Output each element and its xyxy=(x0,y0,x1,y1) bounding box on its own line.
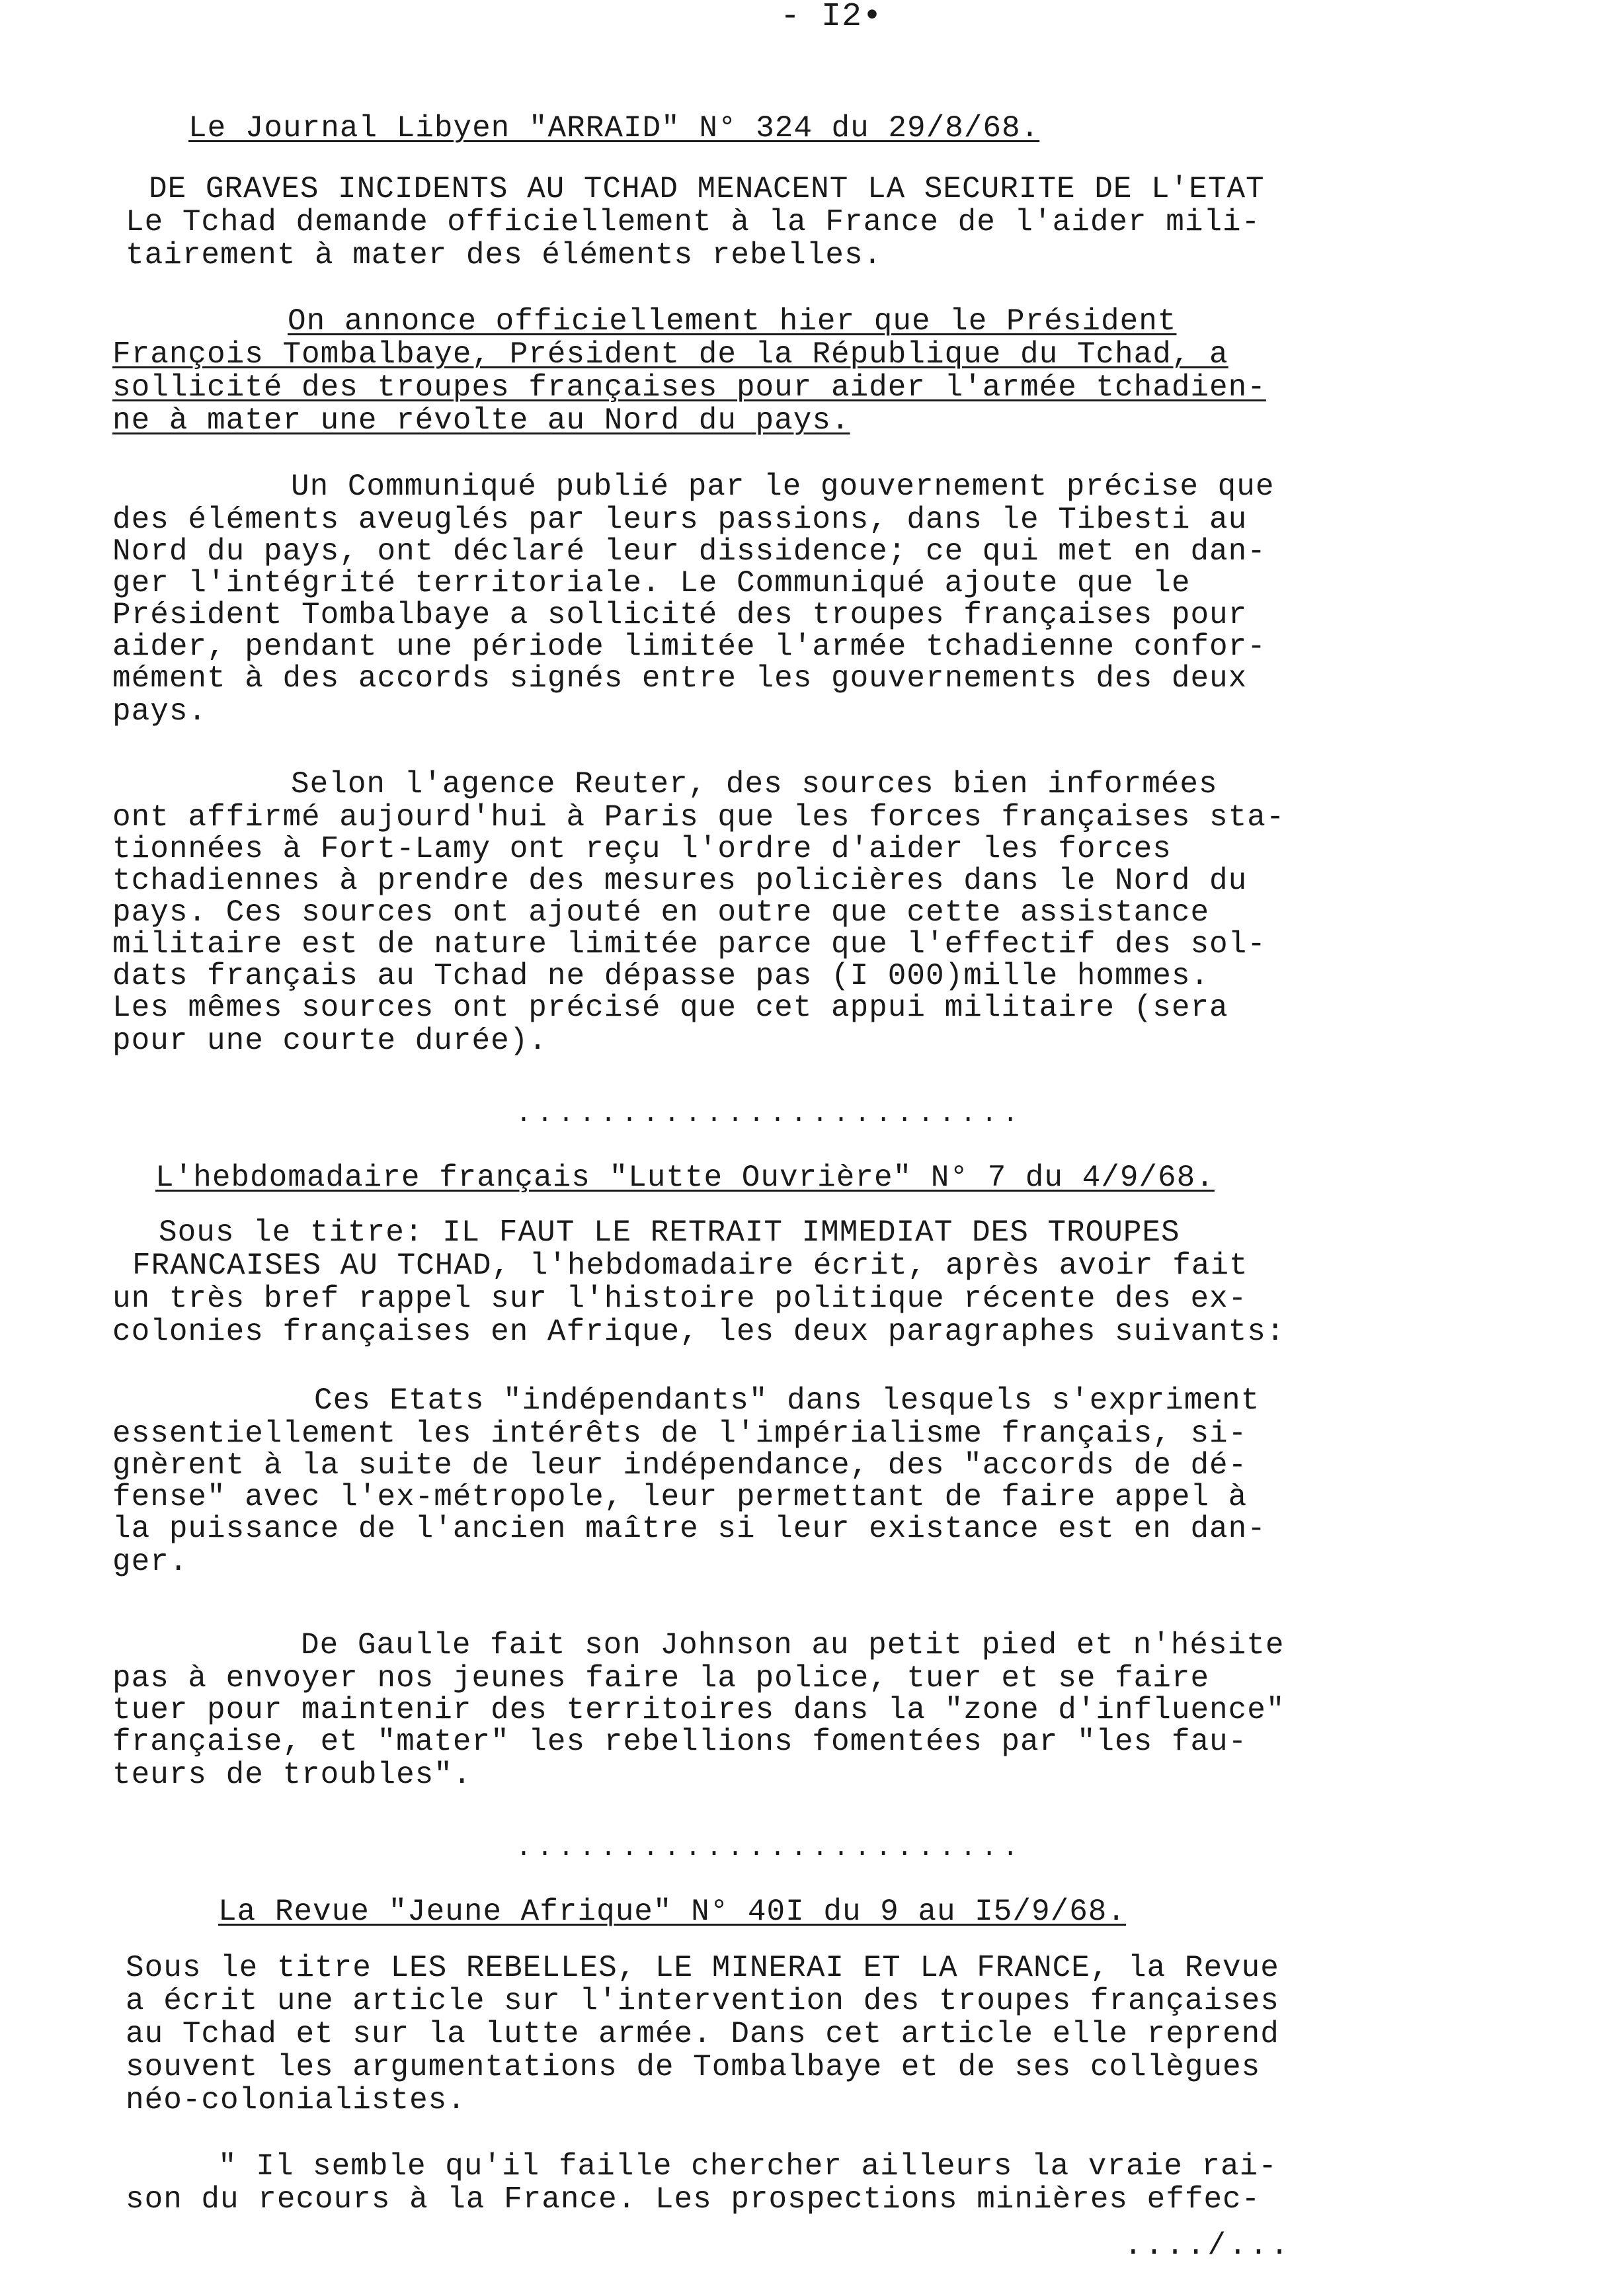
section2-paragraph-line: française, et "mater" les rebellions fomentées par "les fau- xyxy=(112,1725,1248,1759)
section1-paragraph-line: militaire est de nature limitée parce que l'effectif des sol- xyxy=(112,927,1266,962)
section2-paragraph-line: Ces Etats "indépendants" dans lesquels s'expriment xyxy=(314,1383,1260,1418)
section1-title-line: DE GRAVES INCIDENTS AU TCHAD MENACENT LA SECURITE DE L'ETAT xyxy=(149,172,1265,206)
section2-paragraph-line: De Gaulle fait son Johnson au petit pied et n'hésite xyxy=(301,1628,1285,1662)
section3-intro-line: a écrit une article sur l'intervention des troupes françaises xyxy=(126,1984,1279,2018)
section2-intro-line: FRANCAISES AU TCHAD, l'hebdomadaire écrit, après avoir fait xyxy=(132,1249,1248,1283)
section3-quote-line: " Il semble qu'il faille chercher ailleurs la vraie rai- xyxy=(218,2149,1277,2184)
section1-paragraph-line: pour une courte durée). xyxy=(112,1024,547,1058)
section1-lead-line: François Tombalbaye, Président de la République du Tchad, a xyxy=(112,337,1228,372)
continuation-marker: ..../... xyxy=(1124,2229,1291,2263)
section2-paragraph-line: pas à envoyer nos jeunes faire la police, tuer et se faire xyxy=(112,1661,1210,1696)
section2-intro-line: un très bref rappel sur l'histoire politique récente des ex- xyxy=(112,1282,1248,1316)
section3-quote-line: son du recours à la France. Les prospections minières effec- xyxy=(126,2182,1261,2217)
section1-paragraph-line: Les mêmes sources ont précisé que cet appui militaire (sera xyxy=(112,991,1228,1025)
section1-paragraph-line: ont affirmé aujourd'hui à Paris que les forces françaises sta- xyxy=(112,800,1285,835)
section2-paragraph-line: gnèrent à la suite de leur indépendance, des "accords de dé- xyxy=(112,1448,1248,1483)
section2-paragraph-line: essentiellement les intérêts de l'impérialisme français, si- xyxy=(112,1416,1248,1451)
section1-title-line: tairement à mater des éléments rebelles. xyxy=(126,238,883,272)
section3-intro-line: néo-colonialistes. xyxy=(126,2083,466,2117)
section3-intro-line: Sous le titre LES REBELLES, LE MINERAI ET LA FRANCE, la Revue xyxy=(126,1951,1279,1985)
section3-intro-line: au Tchad et sur la lutte armée. Dans cet article elle reprend xyxy=(126,2017,1279,2051)
section1-paragraph-line: Nord du pays, ont déclaré leur dissidence; ce qui met en dan- xyxy=(112,534,1266,569)
section2-paragraph-line: ger. xyxy=(112,1545,188,1579)
section2-intro-line: Sous le titre: IL FAUT LE RETRAIT IMMEDIAT DES TROUPES xyxy=(159,1215,1180,1250)
section2-heading: L'hebdomadaire français "Lutte Ouvrière" N° 7 du 4/9/68. xyxy=(155,1161,1215,1195)
section2-paragraph-line: teurs de troubles". xyxy=(112,1758,472,1792)
section2-paragraph-line: fense" avec l'ex-métropole, leur permettant de faire appel à xyxy=(112,1480,1248,1514)
section1-heading: Le Journal Libyen "ARRAID" N° 324 du 29/8/68. xyxy=(188,111,1040,145)
section1-paragraph-line: dats français au Tchad ne dépasse pas (I 000)mille hommes. xyxy=(112,959,1210,993)
section1-lead-line: ne à mater une révolte au Nord du pays. xyxy=(112,403,850,438)
section1-paragraph-line: pays. xyxy=(112,694,208,729)
section1-paragraph-line: ger l'intégrité territoriale. Le Communiqué ajoute que le xyxy=(112,566,1191,600)
section1-paragraph-line: tionnées à Fort-Lamy ont reçu l'ordre d'aider les forces xyxy=(112,832,1172,866)
section1-paragraph-line: Un Communiqué publié par le gouvernement précise que xyxy=(291,470,1275,504)
section3-heading: La Revue "Jeune Afrique" N° 40I du 9 au I5/9/68. xyxy=(218,1895,1127,1929)
page-number: - I2• xyxy=(780,0,883,36)
section1-paragraph-line: des éléments aveuglés par leurs passions, dans le Tibesti au xyxy=(112,503,1248,537)
section2-paragraph-line: la puissance de l'ancien maître si leur existance est en dan- xyxy=(112,1512,1266,1546)
separator: ........................ xyxy=(516,1100,1024,1129)
section1-paragraph-line: mément à des accords signés entre les gouvernements des deux xyxy=(112,661,1248,696)
section2-paragraph-line: tuer pour maintenir des territoires dans la "zone d'influence" xyxy=(112,1693,1285,1727)
section3-intro-line: souvent les argumentations de Tombalbaye et de ses collègues xyxy=(126,2050,1261,2084)
section2-intro-line: colonies françaises en Afrique, les deux paragraphes suivants: xyxy=(112,1315,1285,1349)
section1-title-line: Le Tchad demande officiellement à la France de l'aider mili- xyxy=(126,205,1261,239)
section1-paragraph-line: pays. Ces sources ont ajouté en outre que cette assistance xyxy=(112,895,1210,930)
section1-paragraph-line: tchadiennes à prendre des mesures policières dans le Nord du xyxy=(112,864,1248,898)
section1-lead-line: On annonce officiellement hier que le Président xyxy=(288,304,1177,339)
section1-paragraph-line: aider, pendant une période limitée l'armée tchadienne confor- xyxy=(112,630,1266,664)
section1-paragraph-line: Selon l'agence Reuter, des sources bien informées xyxy=(291,767,1218,801)
section1-paragraph-line: Président Tombalbaye a sollicité des troupes françaises pour xyxy=(112,598,1248,632)
section1-lead-line: sollicité des troupes françaises pour aider l'armée tchadien- xyxy=(112,370,1266,405)
separator: ........................ xyxy=(516,1834,1024,1864)
